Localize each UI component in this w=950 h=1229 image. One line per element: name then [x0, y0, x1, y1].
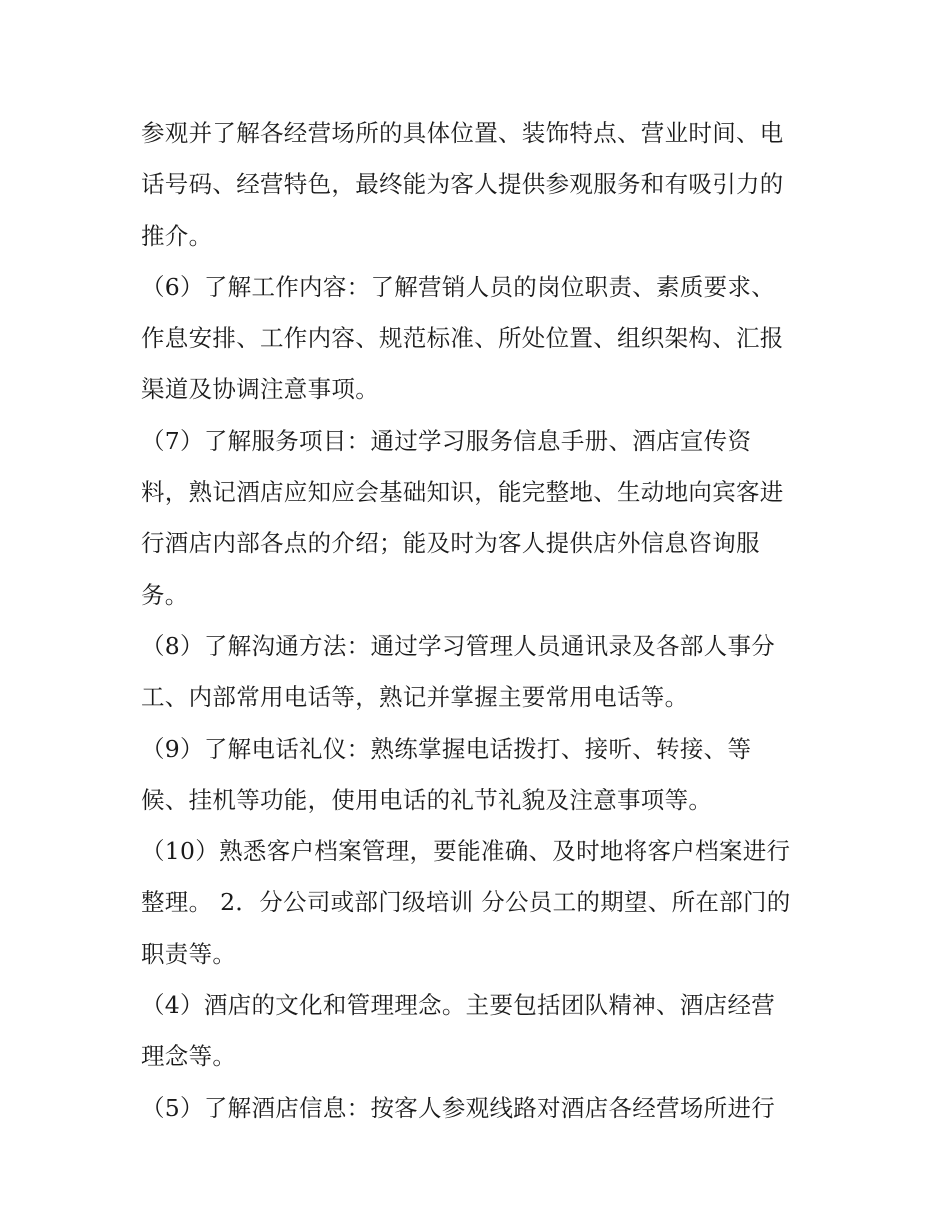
text-line: （4）酒店的文化和管理理念。主要包括团队精神、酒店经营 [141, 991, 776, 1020]
text-line: 理念等。 [141, 1042, 237, 1071]
text-line: 整理。 2．分公司或部门级培训 分公员工的期望、所在部门的 [141, 888, 791, 917]
text-line: （10）熟悉客户档案管理，要能准确、及时地将客户档案进行 [141, 837, 791, 866]
text-line: （8）了解沟通方法：通过学习管理人员通讯录及各部人事分 [141, 631, 776, 660]
text-line: 行酒店内部各点的介绍；能及时为客人提供店外信息咨询服 [141, 529, 760, 558]
text-line: 务。 [141, 580, 189, 609]
text-line: 工、内部常用电话等，熟记并掌握主要常用电话等。 [141, 683, 689, 712]
text-line: （9）了解电话礼仪：熟练掌握电话拨打、接听、转接、等 [141, 734, 752, 763]
text-line: 渠道及协调注意事项。 [141, 375, 379, 404]
text-line: 职责等。 [141, 939, 237, 968]
text-line: 候、挂机等功能，使用电话的礼节礼貌及注意事项等。 [141, 785, 713, 814]
text-line: 参观并了解各经营场所的具体位置、装饰特点、营业时间、电 [141, 119, 784, 147]
text-line: 作息安排、工作内容、规范标准、所处位置、组织架构、汇报 [141, 324, 784, 353]
text-line: （6）了解工作内容：了解营销人员的岗位职责、素质要求、 [141, 272, 776, 301]
text-line: （7）了解服务项目：通过学习服务信息手册、酒店宣传资 [141, 426, 752, 455]
text-line: 话号码、经营特色，最终能为客人提供参观服务和有吸引力的 [141, 170, 784, 199]
text-line: 料，熟记酒店应知应会基础知识，能完整地、生动地向宾客进 [141, 478, 784, 507]
text-line: 推介。 [141, 221, 213, 250]
document-body [141, 108, 821, 1134]
text-line: （5）了解酒店信息：按客人参观线路对酒店各经营场所进行 [141, 1093, 776, 1122]
